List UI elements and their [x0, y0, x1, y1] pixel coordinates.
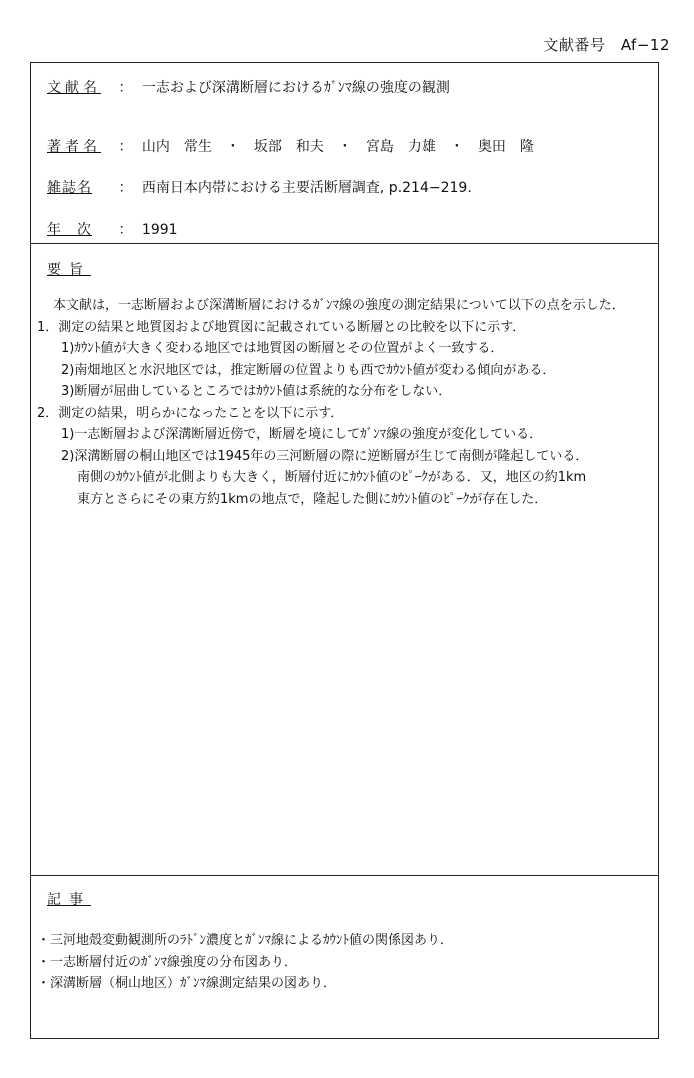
- abstract-item-1: 1．測定の結果と地質図および地質図に記載されている断層との比較を以下に示す．: [37, 319, 526, 335]
- abstract-item-1-2: 2)南畑地区と水沢地区では，推定断層の位置よりも西でｶｳﾝﾄ値が変わる傾向がある．: [61, 362, 556, 378]
- authors-colon: ：: [118, 139, 133, 155]
- abstract-item-2: 2．測定の結果，明らかになったことを以下に示す．: [37, 405, 344, 421]
- notes-item: ・深溝断層（桐山地区）ｶﾞﾝﾏ線測定結果の図あり．: [37, 976, 337, 991]
- notes-list: [37, 930, 647, 995]
- abstract-item-2-2-cont-2: 東方とさらにその東方約1kmの地点で，隆起した側にｶｳﾝﾄ値のﾋﾟｰｸが存在した．: [77, 491, 548, 507]
- divider-header: [31, 243, 658, 244]
- year-row: [47, 219, 178, 239]
- authors-label: 著者名: [47, 139, 101, 155]
- abstract-item-1-1: 1)ｶｳﾝﾄ値が大きく変わる地区では地質図の断層とその位置がよく一致する．: [61, 341, 504, 356]
- authors-value: 山内 常生 ・ 坂部 和夫 ・ 宮島 力雄 ・ 奥田 隆: [141, 139, 534, 155]
- journal-label: 雑誌名: [47, 180, 92, 196]
- abstract-item-2-2-cont-1: 南側のｶｳﾝﾄ値が北側よりも大きく，断層付近にｶｳﾝﾄ値のﾋﾟｰｸがある．又，地区の約1km: [77, 470, 587, 485]
- notes-item: ・三河地殻変動観測所のﾗﾄﾞﾝ濃度とｶﾞﾝﾏ線によるｶｳﾝﾄ値の関係図あり．: [37, 933, 454, 948]
- divider-notes: [31, 875, 658, 876]
- authors-row: [47, 136, 534, 156]
- year-colon: ：: [118, 222, 133, 238]
- document-number: 文献番号 Af−12: [543, 36, 670, 54]
- abstract-body: [31, 295, 656, 510]
- journal-row: [47, 177, 472, 197]
- title-value: 一志および深溝断層におけるｶﾞﾝﾏ線の強度の観測: [141, 80, 450, 96]
- abstract-item-1-3: 3)断層が屈曲しているところではｶｳﾝﾄ値は系統的な分布をしない．: [61, 384, 452, 399]
- title-label: 文献名: [47, 80, 101, 96]
- document-frame: [30, 62, 659, 1039]
- title-row: [47, 77, 450, 97]
- abstract-item-2-1: 1)一志断層および深溝断層近傍で，断層を境にしてｶﾞﾝﾏ線の強度が変化している．: [61, 427, 543, 442]
- year-label: 年 次: [47, 222, 92, 238]
- abstract-heading: 要旨: [47, 262, 91, 278]
- title-colon: ：: [118, 80, 133, 96]
- notes-heading: 記事: [47, 892, 91, 908]
- abstract-intro: 本文献は，一志断層および深溝断層におけるｶﾞﾝﾏ線の強度の測定結果について以下の点を示した．: [53, 298, 625, 313]
- year-value: 1991: [141, 222, 178, 238]
- abstract-item-2-2: 2)深溝断層の桐山地区では1945年の三河断層の際に逆断層が生じて南側が隆起している．: [61, 448, 589, 464]
- journal-colon: ：: [118, 180, 133, 196]
- notes-item: ・一志断層付近のｶﾞﾝﾏ線強度の分布図あり．: [37, 954, 298, 970]
- journal-value: 西南日本内帯における主要活断層調査, p.214−219.: [141, 180, 472, 196]
